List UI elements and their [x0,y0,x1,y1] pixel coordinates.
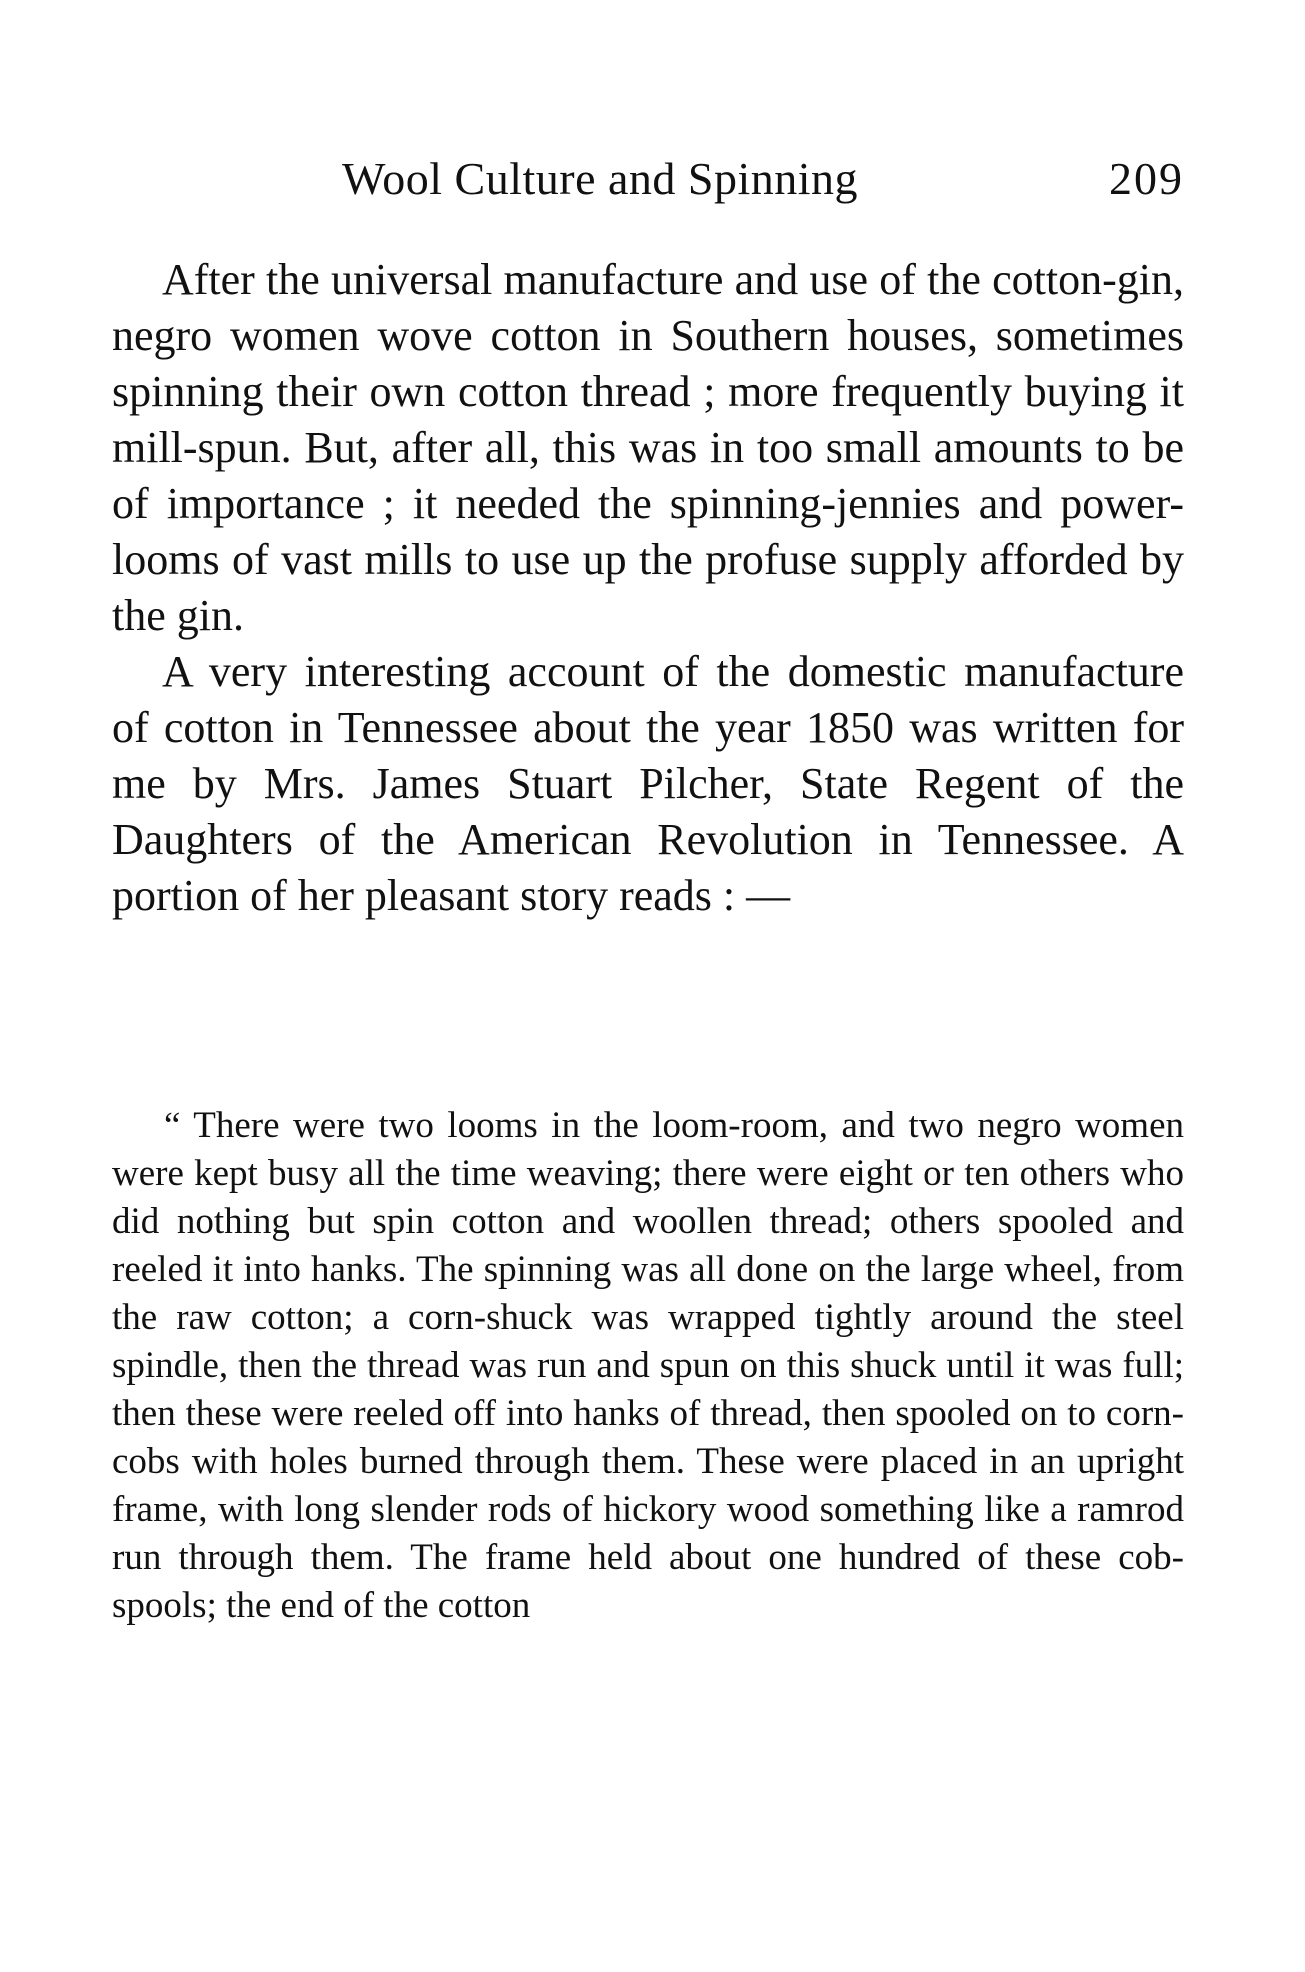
body-paragraph: After the universal manufacture and use of the cotton-gin, negro women wove cotton in Southern houses, sometimes spinning their own cotton thread ; more frequently buying it mill-spun. But, after all, this was in too small amounts to be of importance ; it needed the spinning-jennies and power-looms of vast mills to use up the profuse supply afforded by the gin. [112,255,1184,640]
running-head [342,152,1184,212]
page-number: 209 [1109,153,1184,204]
quote-paragraph: “ There were two looms in the loom-room, and two negro women were kept busy all the time weaving; there were eight or ten others who did nothing but spin cotton and woollen thread; others spooled and reeled it into hanks. The spinning was all done on the large wheel, from the raw cotton; a corn-shuck was wrapped tightly around the steel spindle, then the thread was run and spun on this shuck until it was full; then these were reeled off into hanks of thread, then spooled on to corn-cobs with holes burned through them. These were placed in an upright frame, with long slender rods of hickory wood something like a ramrod run through them. The frame held about one hundred of these cob-spools; the end of the cotton [112,1105,1184,1626]
block-quote [112,1102,1184,1630]
running-title: Wool Culture and Spinning [342,153,859,204]
body-paragraph: A very interesting account of the domestic manufacture of cotton in Tennessee about the year 1850 was written for me by Mrs. James Stuart Pilcher, State Regent of the Daughters of the American Revolution in Tennessee. A portion of her pleasant story reads : — [112,647,1184,920]
main-text [112,252,1184,924]
